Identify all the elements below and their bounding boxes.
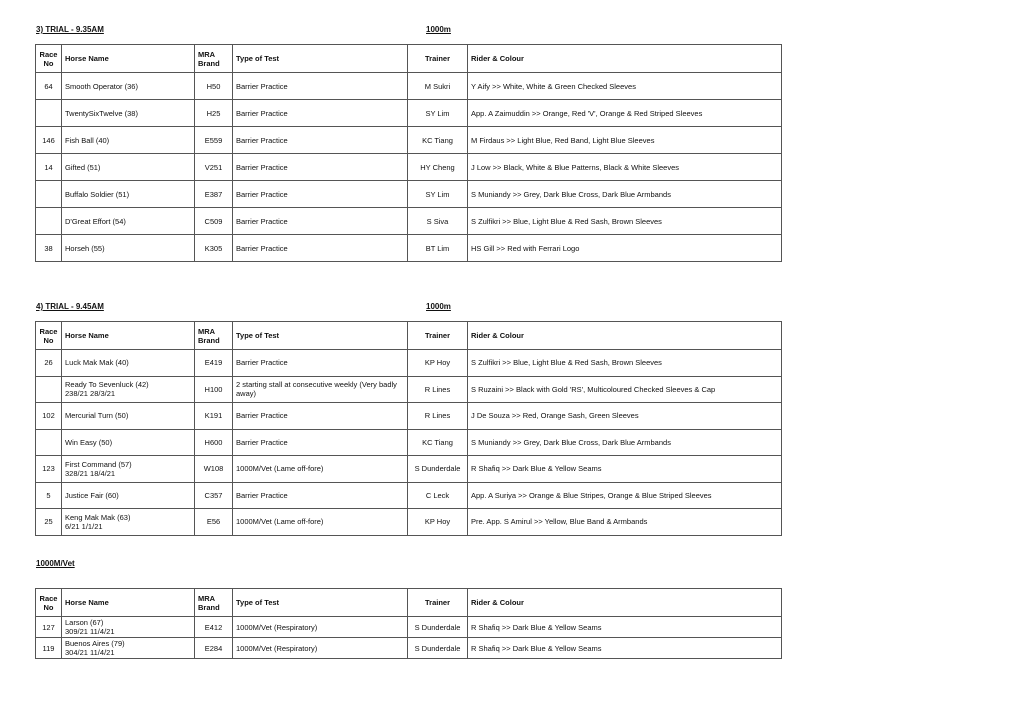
rider-colour-cell: Pre. App. S Amirul >> Yellow, Blue Band & Armbands [468,509,782,536]
horse-name: Justice Fair (60) [65,490,119,500]
horse-name: Win Easy (50) [65,437,113,447]
horse-name: Horseh (55) [65,243,105,253]
race-no-cell: 26 [36,350,62,377]
trainer-cell: C Leck [408,482,468,509]
header-type-of-test: Type of Test [233,45,408,73]
trainer-cell: KC Tiang [408,429,468,456]
rider-colour-cell: S Muniandy >> Grey, Dark Blue Cross, Dark Blue Armbands [468,181,782,208]
horse-name: Smooth Operator (36) [65,81,138,91]
rider-colour-cell: J De Souza >> Red, Orange Sash, Green Sleeves [468,403,782,430]
rider-colour-cell: App. A Zaimuddin >> Orange, Red 'V', Orange & Red Striped Sleeves [468,100,782,127]
table-row [36,638,782,659]
mra-brand-cell: H25 [195,100,233,127]
horse-name-cell [62,181,195,208]
trainer-cell: HY Cheng [408,154,468,181]
horse-record: 328/21 18/4/21 [65,468,116,478]
mra-brand-cell: H50 [195,73,233,100]
horse-record: 238/21 28/3/21 [65,389,116,399]
horse-record: 309/21 11/4/21 [65,627,115,636]
rider-colour-cell: HS Gill >> Red with Ferrari Logo [468,235,782,262]
horse-name-cell [62,509,195,536]
test-type-cell: 1000M/Vet (Lame off-fore) [233,456,408,483]
header-trainer: Trainer [408,589,468,617]
header-race-no: Race No [36,322,62,350]
horse-name-cell [62,456,195,483]
race-no-cell: 5 [36,482,62,509]
horse-name-cell [62,403,195,430]
mra-brand-cell: K191 [195,403,233,430]
horse-name: D'Great Effort (54) [65,216,126,226]
horse-name-cell [62,376,195,403]
trainer-cell: R Lines [408,376,468,403]
rider-colour-cell: R Shafiq >> Dark Blue & Yellow Seams [468,638,782,659]
horse-name-cell [62,100,195,127]
horse-name: Buffalo Soldier (51) [65,189,130,199]
horse-name-cell [62,429,195,456]
trainer-cell: R Lines [408,403,468,430]
table-row [36,617,782,638]
mra-brand-cell: C357 [195,482,233,509]
table-row [36,456,782,483]
horse-record: 304/21 11/4/21 [65,648,115,657]
header-rider-colour: Rider & Colour [468,589,782,617]
mra-brand-cell: V251 [195,154,233,181]
header-type-of-test: Type of Test [233,589,408,617]
table-row [36,208,782,235]
header-rider-colour: Rider & Colour [468,322,782,350]
race-no-cell [36,376,62,403]
table-row [36,403,782,430]
mra-brand-cell: H100 [195,376,233,403]
test-type-cell: Barrier Practice [233,208,408,235]
mra-brand-cell: E412 [195,617,233,638]
header-row [36,45,782,73]
header-type-of-test: Type of Test [233,322,408,350]
mra-brand-cell: K305 [195,235,233,262]
trainer-cell: SY Lim [408,100,468,127]
race-no-cell: 102 [36,403,62,430]
horse-name-cell [62,617,195,638]
test-type-cell: Barrier Practice [233,181,408,208]
test-type-cell: 1000M/Vet (Respiratory) [233,617,408,638]
horse-name: Keng Mak Mak (63) [65,512,131,522]
race-no-cell: 146 [36,127,62,154]
rider-colour-cell: M Firdaus >> Light Blue, Red Band, Light Blue Sleeves [468,127,782,154]
test-type-cell: 2 starting stall at consecutive weekly (Very badly away) [233,376,408,403]
test-type-cell: Barrier Practice [233,235,408,262]
horse-name: Buenos Aires (79) [65,639,125,648]
table-row [36,376,782,403]
trainer-cell: S Dunderdale [408,617,468,638]
test-type-cell: 1000M/Vet (Lame off-fore) [233,509,408,536]
horse-name: First Command (57) [65,459,132,469]
horse-name: Fish Ball (40) [65,135,110,145]
horse-name: Gifted (51) [65,162,101,172]
header-horse-name: Horse Name [62,589,195,617]
header-trainer: Trainer [408,322,468,350]
header-trainer: Trainer [408,45,468,73]
test-type-cell: Barrier Practice [233,429,408,456]
table-row [36,154,782,181]
race-no-cell [36,208,62,235]
header-horse-name: Horse Name [62,45,195,73]
header-row [36,322,782,350]
mra-brand-cell: E387 [195,181,233,208]
table-row [36,127,782,154]
section-title: 4) TRIAL - 9.45AM [36,302,104,311]
horse-name-cell [62,638,195,659]
horse-name-cell [62,154,195,181]
rider-colour-cell: R Shafiq >> Dark Blue & Yellow Seams [468,617,782,638]
header-mra-brand: MRA Brand [195,589,233,617]
trainer-cell: KP Hoy [408,350,468,377]
vet-table [35,588,782,659]
test-type-cell: Barrier Practice [233,73,408,100]
horse-name-cell [62,482,195,509]
race-no-cell: 25 [36,509,62,536]
horse-name-cell [62,127,195,154]
horse-name: Ready To Sevenluck (42) [65,380,149,390]
horse-name: Larson (67) [65,618,104,627]
header-race-no: Race No [36,45,62,73]
mra-brand-cell: E559 [195,127,233,154]
race-no-cell: 64 [36,73,62,100]
rider-colour-cell: S Muniandy >> Grey, Dark Blue Cross, Dark Blue Armbands [468,429,782,456]
test-type-cell: Barrier Practice [233,482,408,509]
mra-brand-cell: E284 [195,638,233,659]
rider-colour-cell: S Ruzaini >> Black with Gold 'RS', Multicoloured Checked Sleeves & Cap [468,376,782,403]
header-row [36,589,782,617]
table-row [36,73,782,100]
section-distance: 1000m [426,25,451,34]
horse-record: 6/21 1/1/21 [65,521,103,531]
race-no-cell: 14 [36,154,62,181]
test-type-cell: Barrier Practice [233,154,408,181]
horse-name: TwentySixTwelve (38) [65,108,138,118]
rider-colour-cell: App. A Suriya >> Orange & Blue Stripes, Orange & Blue Striped Sleeves [468,482,782,509]
race-no-cell [36,100,62,127]
rider-colour-cell: Y Aify >> White, White & Green Checked Sleeves [468,73,782,100]
table-row [36,509,782,536]
header-rider-colour: Rider & Colour [468,45,782,73]
header-race-no: Race No [36,589,62,617]
section-distance: 1000m [426,302,451,311]
rider-colour-cell: R Shafiq >> Dark Blue & Yellow Seams [468,456,782,483]
trainer-cell: S Dunderdale [408,638,468,659]
race-no-cell: 119 [36,638,62,659]
trainer-cell: KP Hoy [408,509,468,536]
section-title: 3) TRIAL - 9.35AM [36,25,104,34]
rider-colour-cell: S Zulfikri >> Blue, Light Blue & Red Sash, Brown Sleeves [468,208,782,235]
horse-name: Luck Mak Mak (40) [65,358,129,368]
race-no-cell: 127 [36,617,62,638]
section-title: 1000M/Vet [36,559,75,568]
trial-table [35,44,782,262]
horse-name: Mercurial Turn (50) [65,411,129,421]
table-row [36,235,782,262]
trainer-cell: SY Lim [408,181,468,208]
table-row [36,181,782,208]
horse-name-cell [62,235,195,262]
mra-brand-cell: E56 [195,509,233,536]
table-row [36,482,782,509]
rider-colour-cell: S Zulfikri >> Blue, Light Blue & Red Sash, Brown Sleeves [468,350,782,377]
trainer-cell: KC Tiang [408,127,468,154]
trainer-cell: S Dunderdale [408,456,468,483]
test-type-cell: Barrier Practice [233,350,408,377]
trial-table [35,321,782,536]
race-no-cell [36,429,62,456]
header-mra-brand: MRA Brand [195,322,233,350]
table-row [36,350,782,377]
test-type-cell: Barrier Practice [233,100,408,127]
test-type-cell: 1000M/Vet (Respiratory) [233,638,408,659]
horse-name-cell [62,73,195,100]
mra-brand-cell: W108 [195,456,233,483]
mra-brand-cell: C509 [195,208,233,235]
table-row [36,429,782,456]
test-type-cell: Barrier Practice [233,127,408,154]
header-mra-brand: MRA Brand [195,45,233,73]
trainer-cell: M Sukri [408,73,468,100]
header-horse-name: Horse Name [62,322,195,350]
mra-brand-cell: E419 [195,350,233,377]
rider-colour-cell: J Low >> Black, White & Blue Patterns, Black & White Sleeves [468,154,782,181]
trainer-cell: BT Lim [408,235,468,262]
horse-name-cell [62,350,195,377]
horse-name-cell [62,208,195,235]
table-row [36,100,782,127]
trainer-cell: S Siva [408,208,468,235]
race-no-cell: 38 [36,235,62,262]
race-no-cell: 123 [36,456,62,483]
test-type-cell: Barrier Practice [233,403,408,430]
race-no-cell [36,181,62,208]
mra-brand-cell: H600 [195,429,233,456]
